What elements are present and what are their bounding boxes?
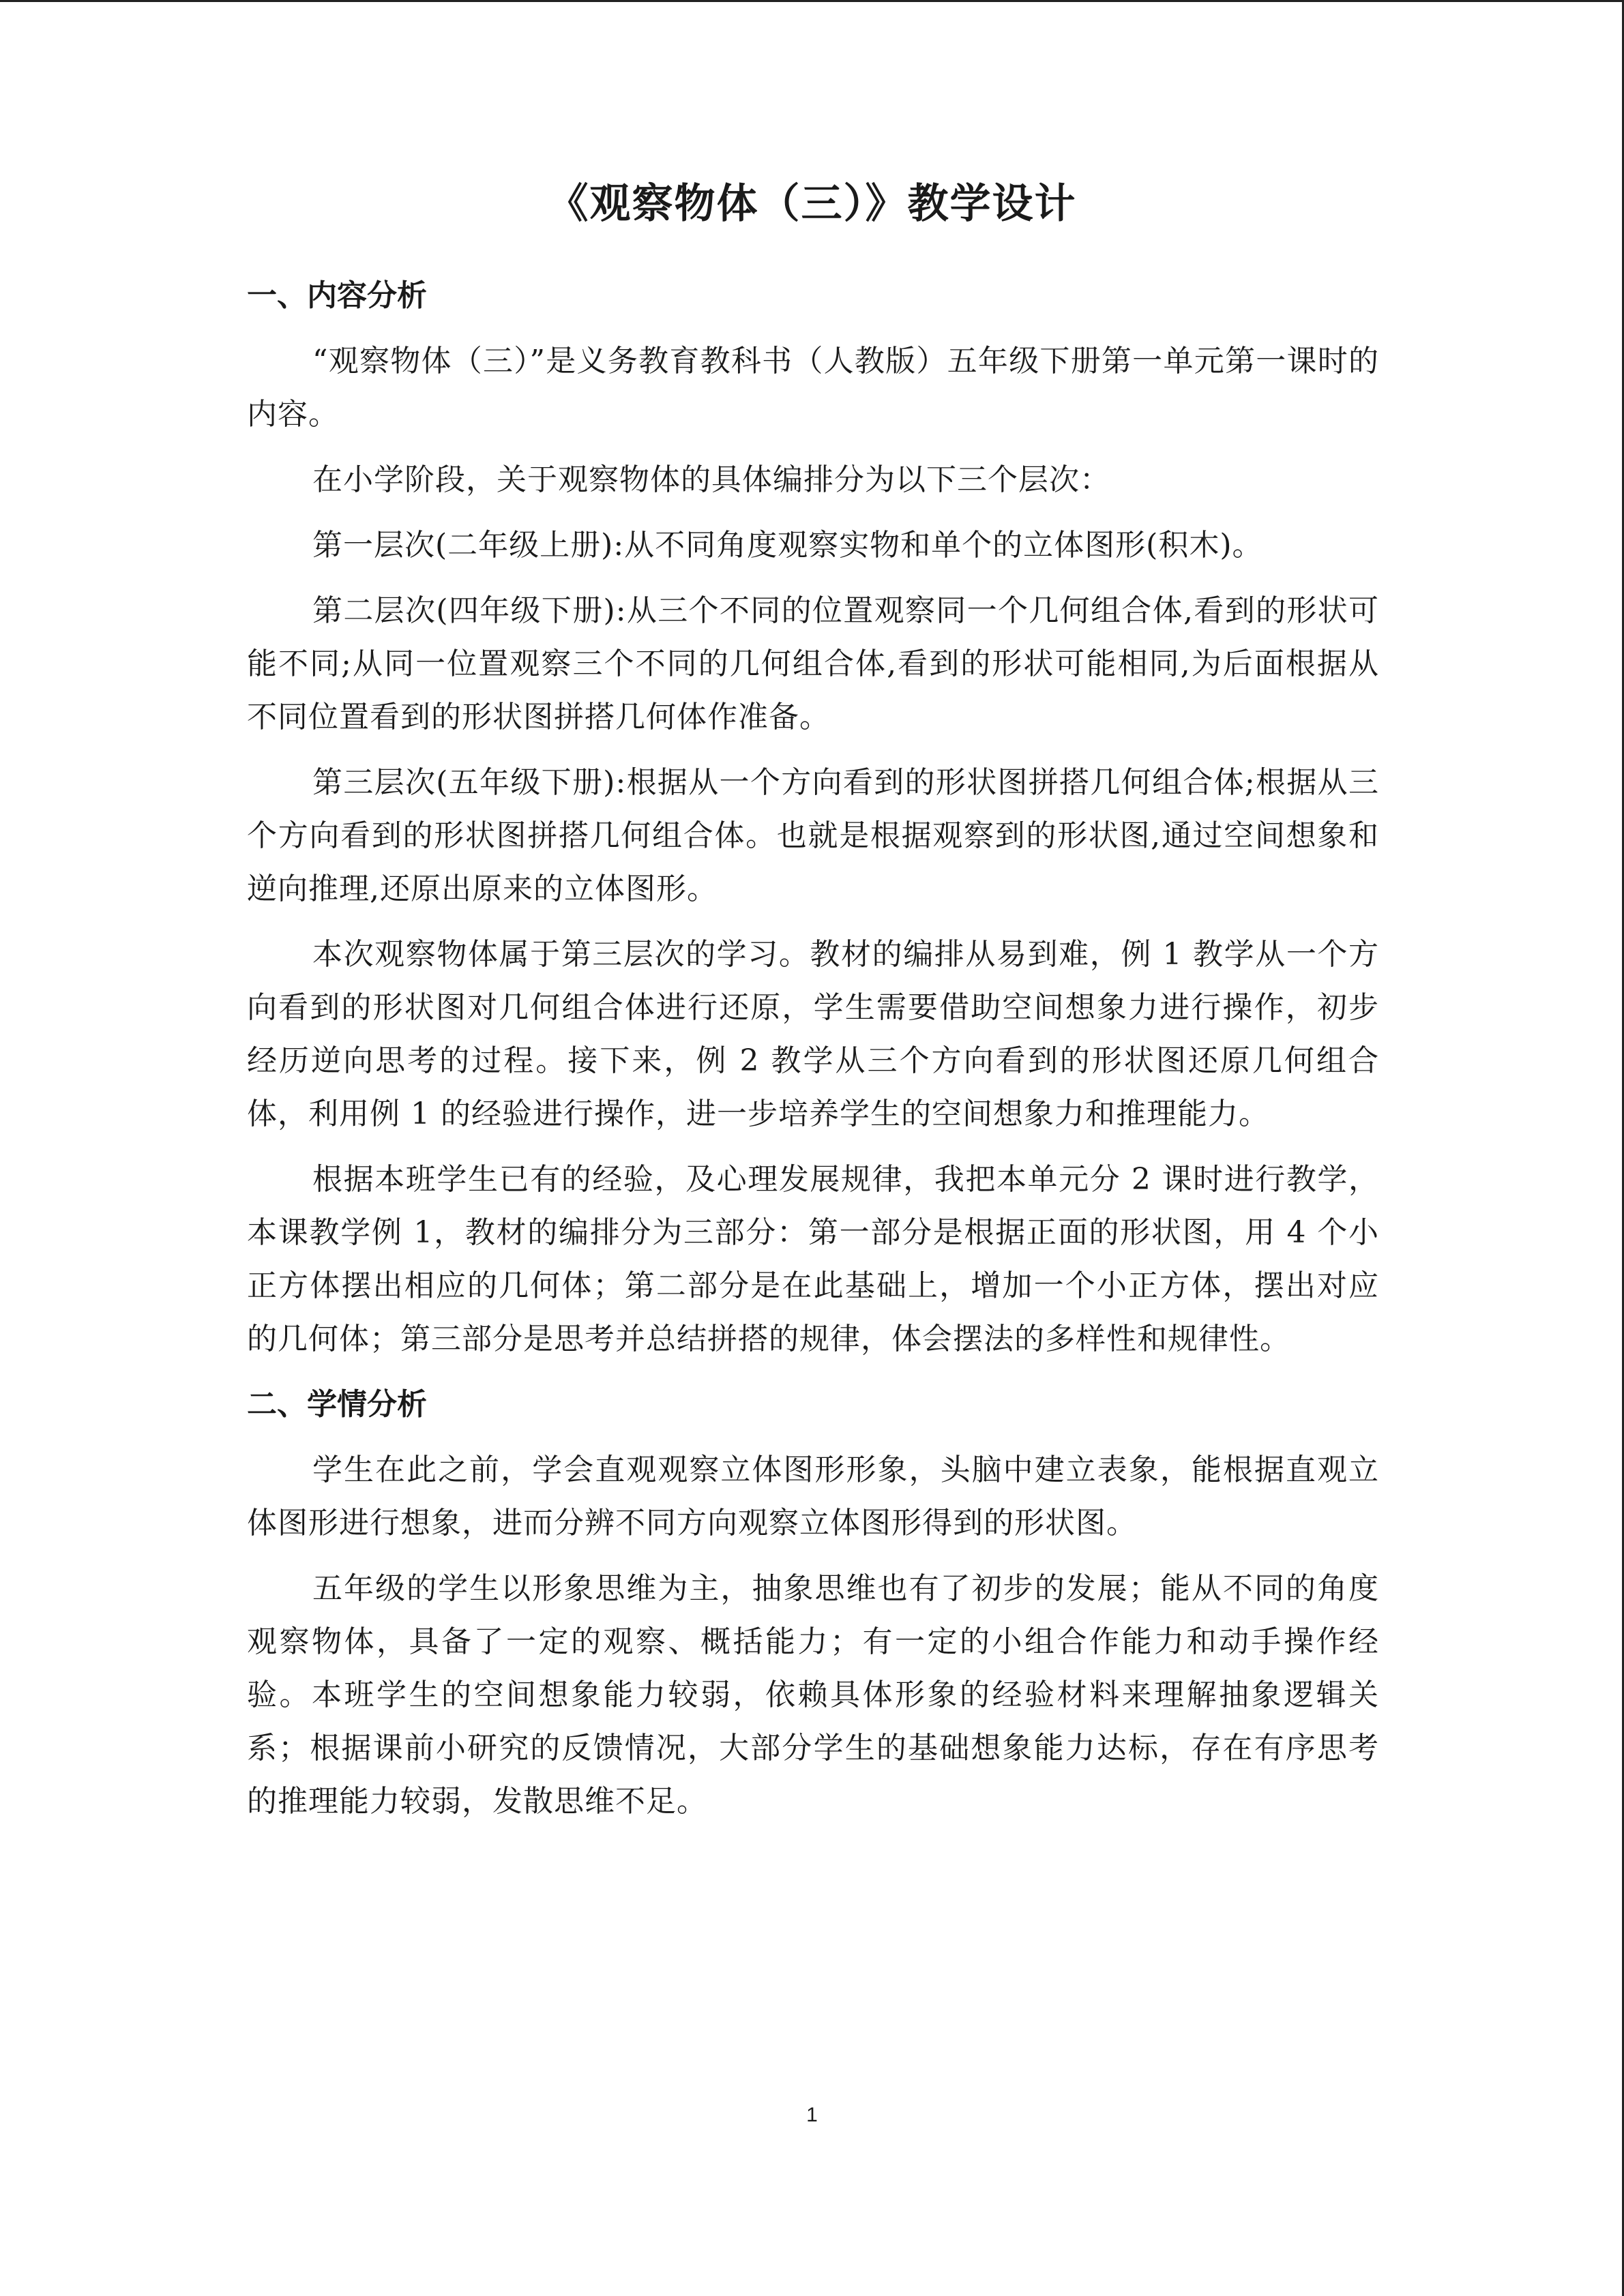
paragraph: 学生在此之前，学会直观观察立体图形形象，头脑中建立表象，能根据直观立体图形进行想象，进而分辨不同方向观察立体图形得到的形状图。 <box>247 1452 1379 1540</box>
paragraph: 根据本班学生已有的经验，及心理发展规律，我把本单元分 2 课时进行教学，本课教学例 1，教材的编排分为三部分：第一部分是根据正面的形状图，用 4 个小正方体摆出相应的几何体；第二部分是在此基础上，增加一个小正方体，摆出对应的几何体；第三部分是思考并总结拼搭的规律，体会摆法的多样性和规律性。 <box>247 1162 1379 1356</box>
section-heading-content-analysis: 一、内容分析 <box>247 278 427 313</box>
section-heading-student-analysis: 二、学情分析 <box>247 1387 427 1422</box>
paragraph: 本次观察物体属于第三层次的学习。教材的编排从易到难，例 1 教学从一个方向看到的形状图对几何组合体进行还原，学生需要借助空间想象力进行操作，初步经历逆向思考的过程。接下来，例 2 教学从三个方向看到的形状图还原几何组合体，利用例 1 的经验进行操作，进一步培养学生的空间想象力和推理能力。 <box>247 937 1379 1131</box>
document-body <box>247 269 1379 1840</box>
paragraph: “观察物体（三）”是义务教育教科书（人教版）五年级下册第一单元第一课时的内容。 <box>247 344 1379 432</box>
paragraph: 在小学阶段，关于观察物体的具体编排分为以下三个层次： <box>312 462 1110 497</box>
paragraph: 第二层次(四年级下册):从三个不同的位置观察同一个几何组合体,看到的形状可能不同;从同一位置观察三个不同的几何组合体,看到的形状可能相同,为后面根据从不同位置看到的形状图拼搭几何体作准备。 <box>247 593 1379 734</box>
document-title: 《观察物体（三）》教学设计 <box>547 180 1077 228</box>
page-number: 1 <box>806 2104 818 2126</box>
paragraph: 第一层次(二年级上册):从不同角度观察实物和单个的立体图形(积木)。 <box>312 528 1263 563</box>
paragraph: 第三层次(五年级下册):根据从一个方向看到的形状图拼搭几何组合体;根据从三个方向看到的形状图拼搭几何组合体。也就是根据观察到的形状图,通过空间想象和逆向推理,还原出原来的立体图形。 <box>247 765 1379 906</box>
paragraph: 五年级的学生以形象思维为主，抽象思维也有了初步的发展；能从不同的角度观察物体，具备了一定的观察、概括能力；有一定的小组合作能力和动手操作经验。本班学生的空间想象能力较弱，依赖具体形象的经验材料来理解抽象逻辑关系；根据课前小研究的反馈情况，大部分学生的基础想象能力达标，存在有序思考的推理能力较弱，发散思维不足。 <box>247 1571 1379 1819</box>
